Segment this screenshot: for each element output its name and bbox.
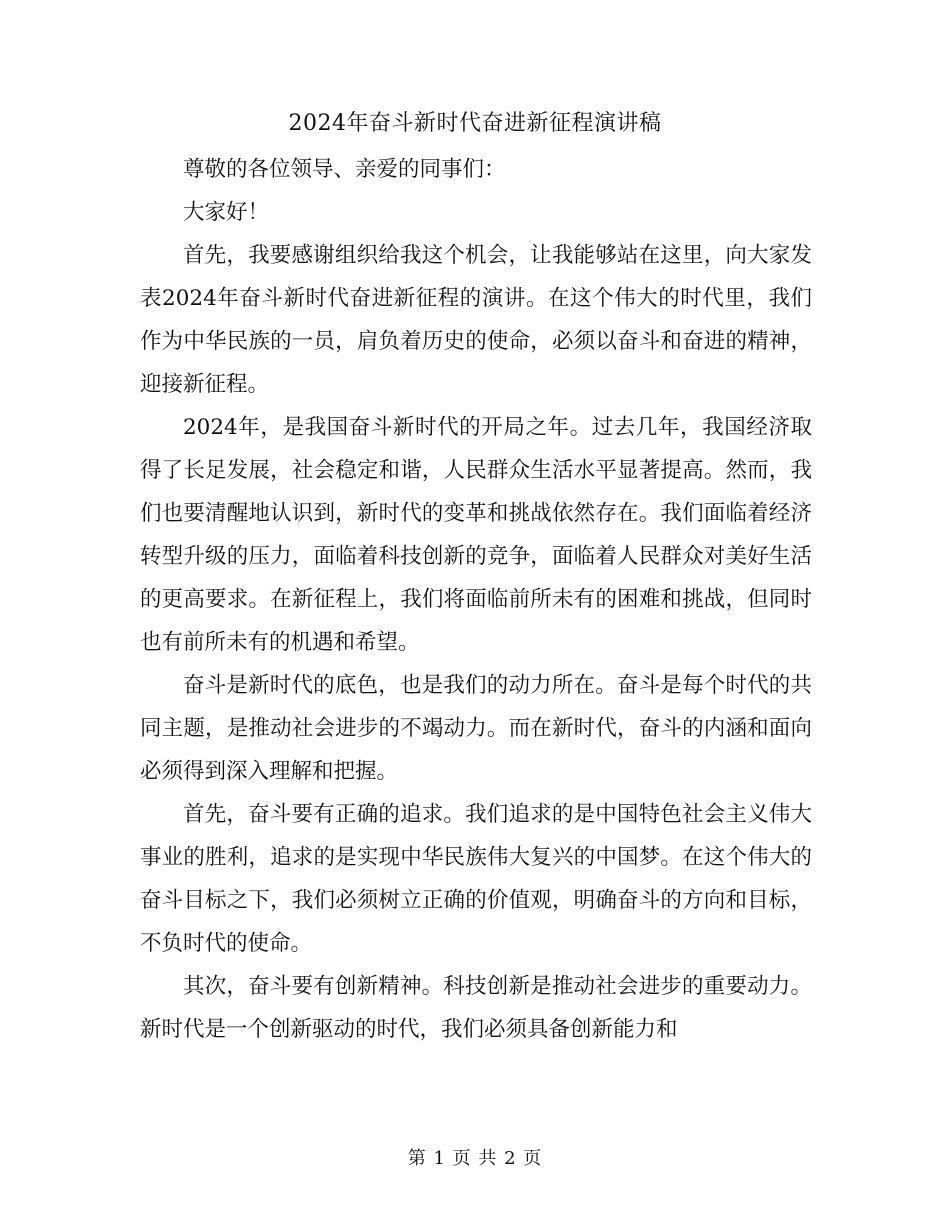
document-body xyxy=(140,148,812,1051)
body-paragraph: 首先，我要感谢组织给我这个机会，让我能够站在这里，向大家发表2024年奋斗新时代奋进新征程的演讲。在这个伟大的时代里，我们作为中华民族的一员，肩负着历史的使命，必须以奋斗和奋进的精神，迎接新征程。 xyxy=(140,243,812,397)
document-title: 2024年奋斗新时代奋进新征程演讲稿 xyxy=(288,111,662,136)
body-paragraph: 首先，奋斗要有正确的追求。我们追求的是中国特色社会主义伟大事业的胜利，追求的是实现中华民族伟大复兴的中国梦。在这个伟大的奋斗目标之下，我们必须树立正确的价值观，明确奋斗的方向和目标，不负时代的使命。 xyxy=(140,802,812,956)
page-footer: 第 1 页 共 2 页 xyxy=(407,1148,543,1169)
body-paragraph: 其次，奋斗要有创新精神。科技创新是推动社会进步的重要动力。新时代是一个创新驱动的时代，我们必须具备创新能力和 xyxy=(140,974,812,1042)
greeting-paragraph: 大家好！ xyxy=(183,200,270,225)
body-paragraph: 奋斗是新时代的底色，也是我们的动力所在。奋斗是每个时代的共同主题，是推动社会进步的不竭动力。而在新时代，奋斗的内涵和面向必须得到深入理解和把握。 xyxy=(140,673,812,784)
salutation-paragraph: 尊敬的各位领导、亲爱的同事们： xyxy=(183,157,506,182)
body-paragraph: 2024年，是我国奋斗新时代的开局之年。过去几年，我国经济取得了长足发展，社会稳定和谐，人民群众生活水平显著提高。然而，我们也要清醒地认识到，新时代的变革和挑战依然存在。我们面临着经济转型升级的压力，面临着科技创新的竞争，面临着人民群众对美好生活的更高要求。在新征程上，我们将面临前所未有的困难和挑战，但同时也有前所未有的机遇和希望。 xyxy=(140,415,812,655)
